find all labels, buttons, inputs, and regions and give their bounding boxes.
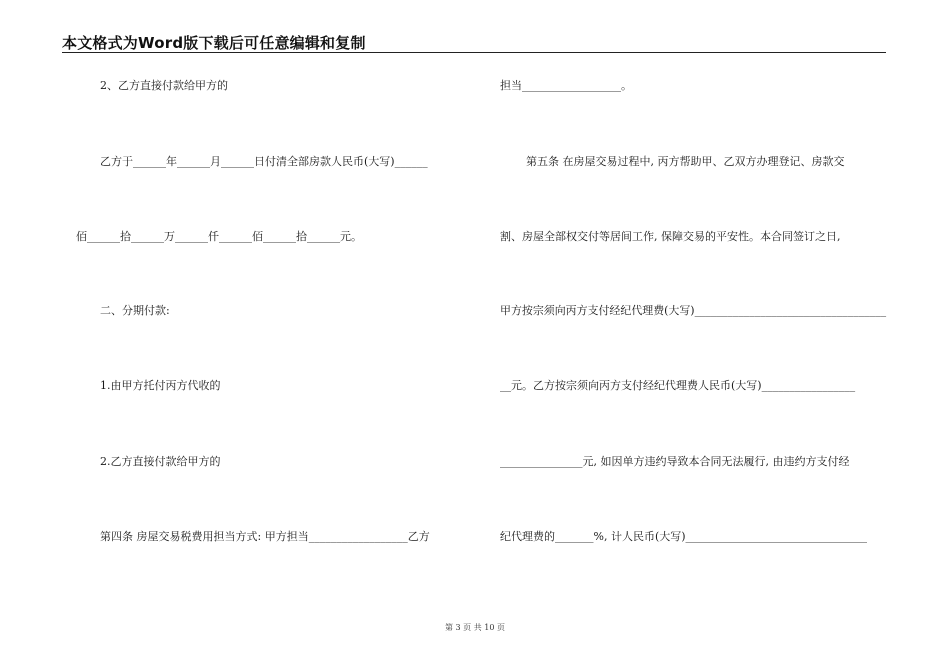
left-line-5: 1.由甲方托付丙方代收的 <box>100 379 221 392</box>
left-line-4: 二、分期付款: <box>100 304 170 317</box>
right-line-2: 第五条 在房屋交易过程中, 丙方帮助甲、乙双方办理登记、房款交 <box>526 155 845 168</box>
page-number-footer: 第 3 页 共 10 页 <box>445 623 505 632</box>
page-header-title: 本文格式为Word版下载后可任意编辑和复制 <box>62 34 366 52</box>
left-line-2: 乙方于______年______月______日付清全部房款人民币(大写)______ <box>100 155 428 168</box>
right-line-4: 甲方按宗须向丙方支付经纪代理费(大写)___________________________________ <box>500 304 887 317</box>
right-line-6: _______________元, 如因单方违约导致本合同无法履行, 由违约方支付经 <box>500 455 850 468</box>
header-divider <box>62 52 886 53</box>
right-line-5: __元。乙方按宗须向丙方支付经纪代理费人民币(大写)_________________ <box>500 379 856 392</box>
left-line-6: 2.乙方直接付款给甲方的 <box>100 455 221 468</box>
right-line-7: 纪代理费的_______%, 计人民币(大写)_________________________________ <box>500 530 868 543</box>
right-line-3: 割、房屋全部权交付等居间工作, 保障交易的平安性。本合同签订之日, <box>500 230 841 243</box>
left-line-7: 第四条 房屋交易税费用担当方式: 甲方担当__________________乙方 <box>100 530 430 543</box>
left-line-3: 佰______拾______万______仟______佰______拾______元。 <box>76 230 362 243</box>
left-line-1: 2、乙方直接付款给甲方的 <box>100 79 228 92</box>
right-line-1: 担当__________________。 <box>500 79 632 92</box>
